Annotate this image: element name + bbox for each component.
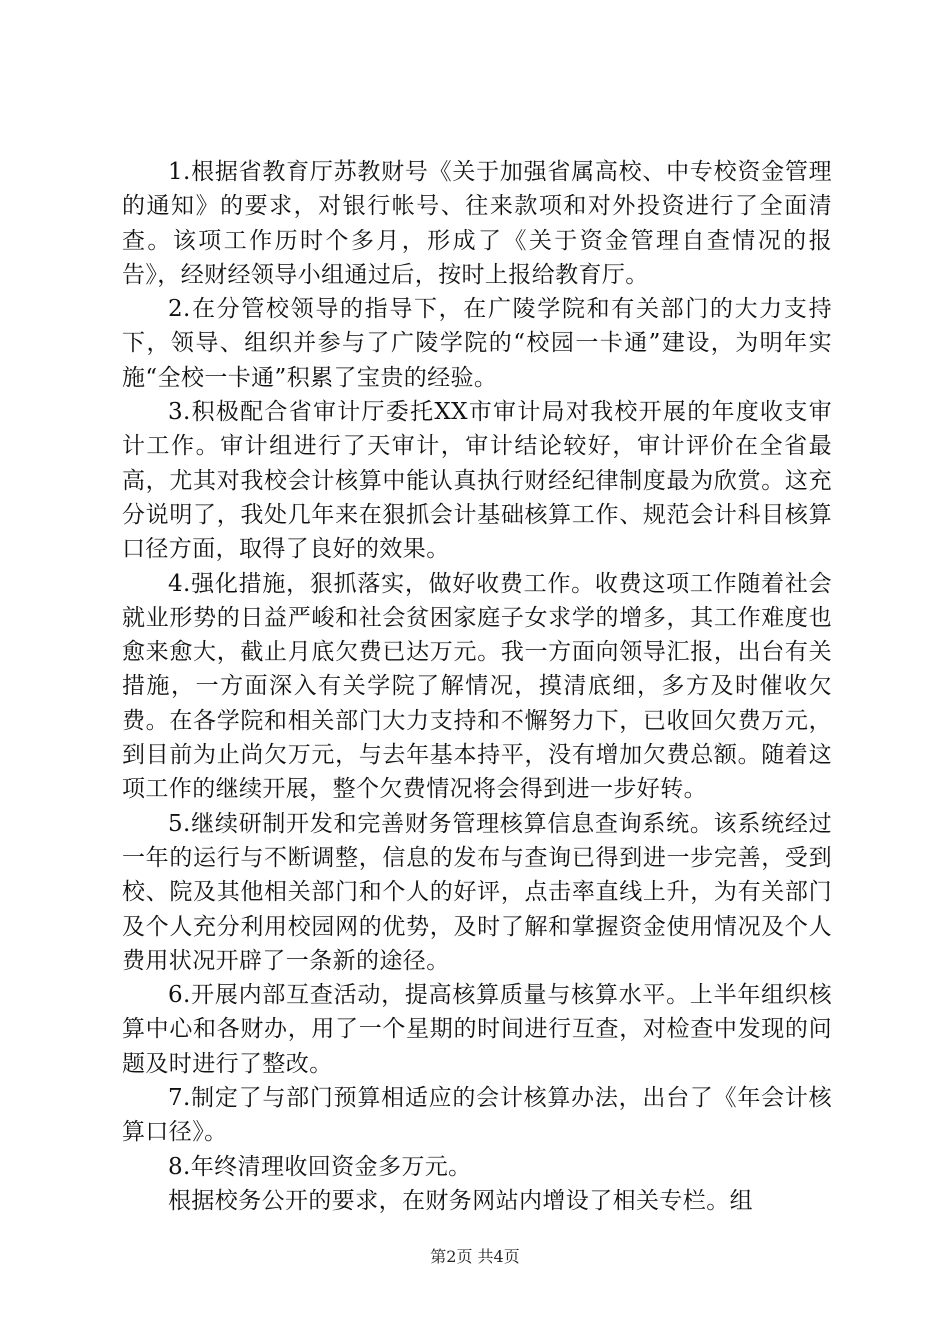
page-number-footer: 第2页 共4页 <box>430 1247 520 1266</box>
paragraph-2: 2.在分管校领导的指导下，在广陵学院和有关部门的大力支持下，领导、组织并参与了广陵学院的“校园一卡通”建设，为明年实施“全校一卡通”积累了宝贵的经验。 <box>122 296 832 391</box>
document-body <box>122 155 832 1218</box>
paragraph-9: 根据校务公开的要求，在财务网站内增设了相关专栏。组 <box>168 1187 753 1214</box>
paragraph-7: 7.制定了与部门预算相适应的会计核算办法，出台了《年会计核算口径》。 <box>122 1085 832 1146</box>
paragraph-5: 5.继续研制开发和完善财务管理核算信息查询系统。该系统经过一年的运行与不断调整，信息的发布与查询已得到进一步完善，受到校、院及其他相关部门和个人的好评，点击率直线上升，为有关部门及个人充分利用校园网的优势，及时了解和掌握资金使用情况及个人费用状况开辟了一条新的途径。 <box>122 810 832 974</box>
paragraph-3: 3.积极配合省审计厅委托XX市审计局对我校开展的年度收支审计工作。审计组进行了天审计，审计结论较好，审计评价在全省最高，尤其对我校会计核算中能认真执行财经纪律制度最为欣赏。这充分说明了，我处几年来在狠抓会计基础核算工作、规范会计科目核算口径方面，取得了良好的效果。 <box>122 399 832 563</box>
paragraph-8: 8.年终清理收回资金多万元。 <box>168 1153 472 1180</box>
paragraph-6: 6.开展内部互查活动，提高核算质量与核算水平。上半年组织核算中心和各财办，用了一个星期的时间进行互查，对检查中发现的问题及时进行了整改。 <box>122 982 832 1077</box>
paragraph-1: 1.根据省教育厅苏教财号《关于加强省属高校、中专校资金管理的通知》的要求，对银行帐号、往来款项和对外投资进行了全面清查。该项工作历时个多月，形成了《关于资金管理自查情况的报告》，经财经领导小组通过后，按时上报给教育厅。 <box>122 159 832 288</box>
paragraph-4: 4.强化措施，狠抓落实，做好收费工作。收费这项工作随着社会就业形势的日益严峻和社会贫困家庭子女求学的增多，其工作难度也愈来愈大，截止月底欠费已达万元。我一方面向领导汇报，出台有关措施，一方面深入有关学院了解情况，摸清底细，多方及时催收欠费。在各学院和相关部门大力支持和不懈努力下，已收回欠费万元，到目前为止尚欠万元，与去年基本持平，没有增加欠费总额。随着这项工作的继续开展，整个欠费情况将会得到进一步好转。 <box>122 570 832 803</box>
